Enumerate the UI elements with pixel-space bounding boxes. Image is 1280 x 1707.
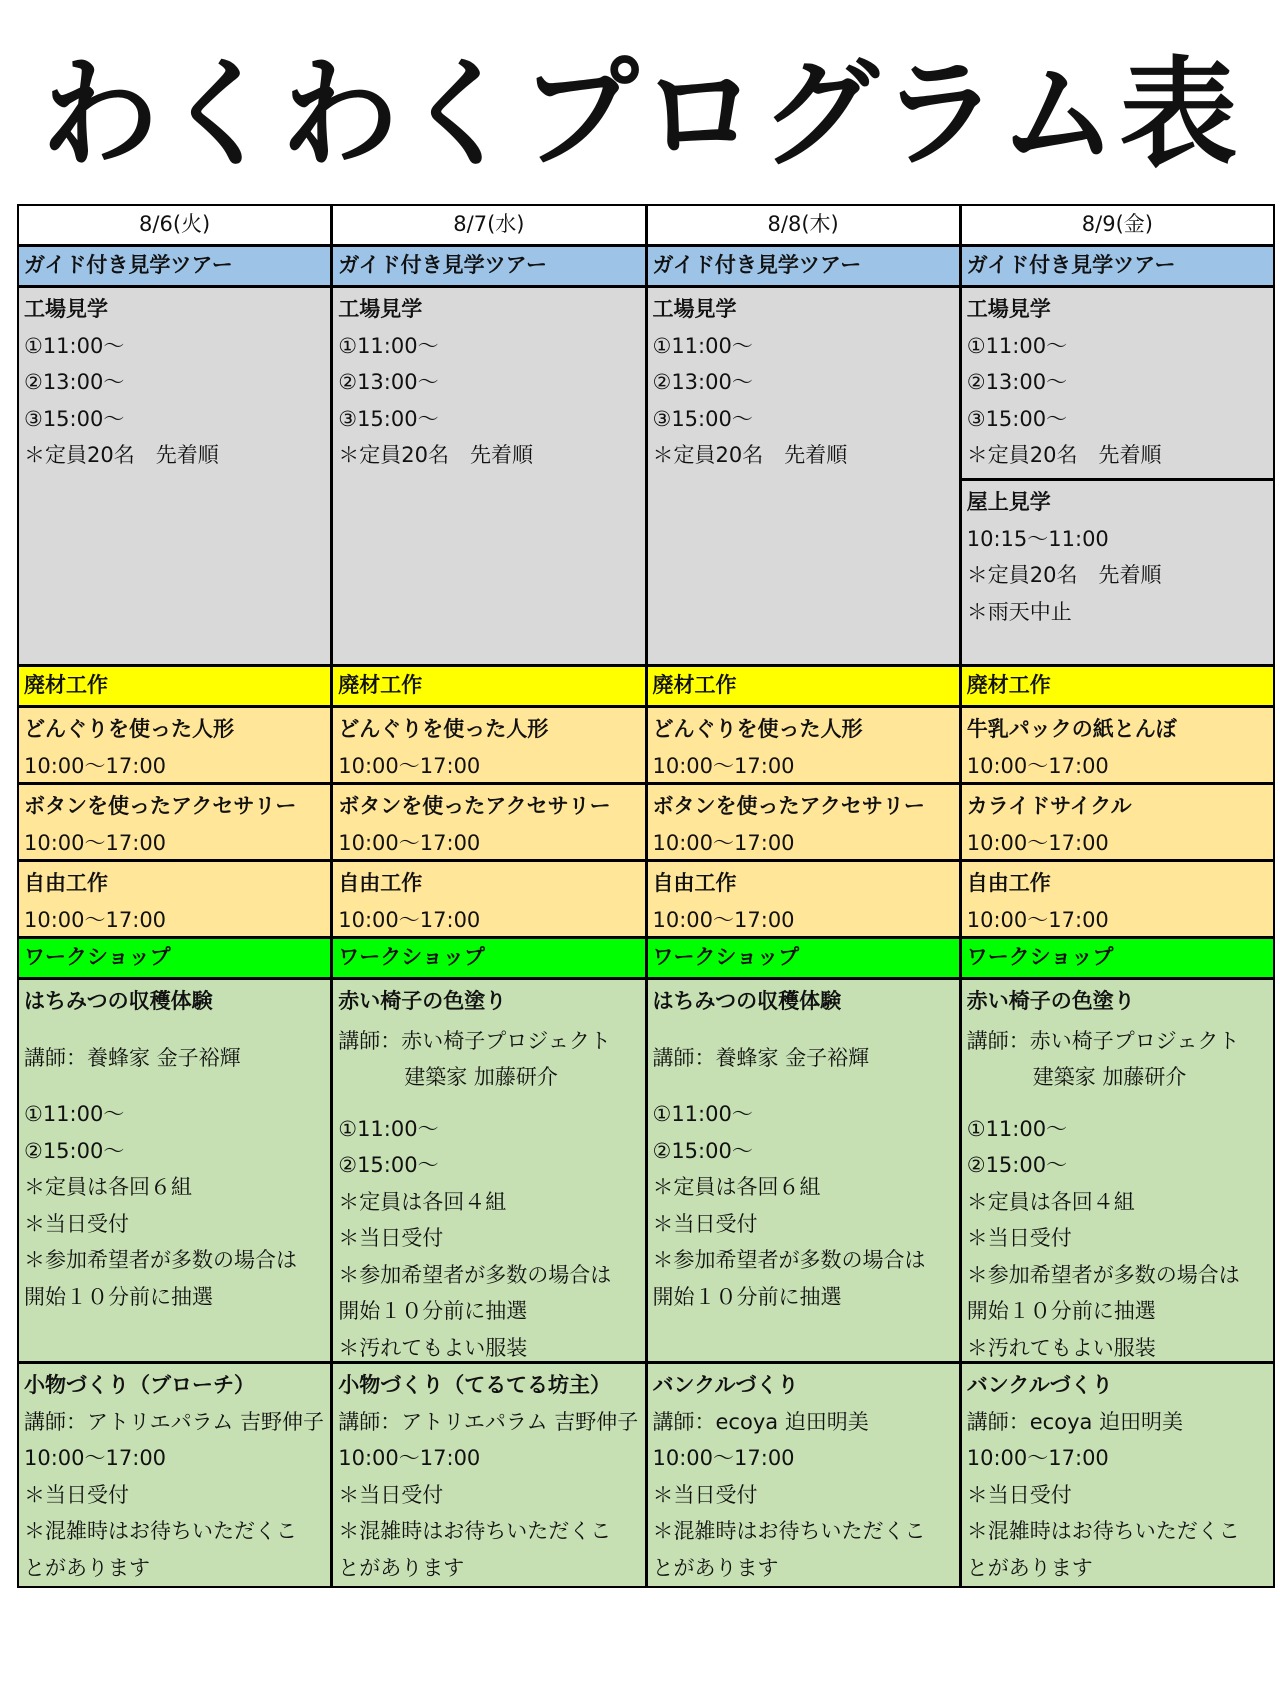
factory-tour-title: 工場見学 — [652, 297, 737, 321]
workshop-note: ＊混雑時はお待ちいただくこ — [24, 1519, 297, 1543]
section-header-craft: 廃材工作 — [648, 667, 959, 705]
section-header-tour: ガイド付き見学ツアー — [19, 247, 330, 285]
workshop-note: ＊定員は各回４組 — [338, 1189, 507, 1214]
tour-note: ＊定員20名 先着順 — [24, 443, 219, 467]
date-header: 8/6(火) — [19, 206, 330, 244]
factory-tour-title: 工場見学 — [24, 297, 108, 321]
workshop-lecturer: 講師：ecoya 迫田明美 — [966, 1409, 1184, 1434]
workshop-note: ＊当日受付 — [338, 1482, 444, 1507]
craft-time: 10:00〜17:00 — [24, 753, 167, 778]
workshop-time: ①11:00〜 — [652, 1102, 753, 1126]
workshop-lecturer: 建築家 加藤研介 — [1032, 1065, 1187, 1089]
tour-time: ①11:00〜 — [338, 333, 439, 358]
workshop-lecturer: 講師：赤い椅子プロジェクト — [338, 1028, 611, 1053]
workshop-title: バンクルづくり — [652, 1373, 799, 1397]
tour-time: ③15:00〜 — [966, 406, 1068, 431]
workshop-note: ＊参加希望者が多数の場合は — [24, 1248, 297, 1272]
workshop-cell — [962, 1364, 1273, 1586]
workshop-cell — [19, 1364, 330, 1586]
craft-time: 10:00〜17:00 — [966, 907, 1109, 932]
tour-time: 10:15〜11:00 — [966, 526, 1109, 551]
craft-title: 牛乳パックの紙とんぼ — [966, 717, 1177, 741]
workshop-note: ＊当日受付 — [24, 1482, 129, 1507]
workshop-cell — [962, 980, 1273, 1361]
factory-tour-cell — [19, 288, 330, 664]
workshop-note: ＊参加希望者が多数の場合は — [338, 1262, 612, 1287]
craft-item — [962, 785, 1273, 859]
craft-title: ボタンを使ったアクセサリー — [338, 794, 611, 818]
craft-time: 10:00〜17:00 — [24, 830, 167, 855]
workshop-note: 開始１０分前に抽選 — [338, 1299, 528, 1323]
tour-time: ②13:00〜 — [338, 370, 439, 394]
tour-time: ②13:00〜 — [966, 370, 1068, 394]
craft-time: 10:00〜17:00 — [652, 907, 795, 932]
workshop-cell — [333, 980, 644, 1361]
factory-tour-cell — [962, 288, 1273, 478]
craft-title: 自由工作 — [338, 871, 423, 895]
craft-title: ボタンを使ったアクセサリー — [652, 794, 925, 818]
workshop-title: 小物づくり（ブローチ） — [24, 1373, 255, 1397]
craft-title: 自由工作 — [24, 871, 108, 895]
rooftop-tour-cell — [962, 481, 1273, 664]
tour-time: ①11:00〜 — [24, 333, 125, 358]
workshop-time: ①11:00〜 — [966, 1116, 1068, 1141]
craft-item — [19, 708, 330, 782]
tour-time: ③15:00〜 — [24, 406, 125, 431]
tour-note: ＊定員20名 先着順 — [338, 443, 533, 467]
tour-time: ③15:00〜 — [652, 406, 753, 431]
tour-time: ②13:00〜 — [24, 370, 125, 394]
workshop-note: ＊混雑時はお待ちいただくこ — [966, 1519, 1240, 1543]
section-header-craft: 廃材工作 — [19, 667, 330, 705]
workshop-lecturer: 建築家 加藤研介 — [404, 1065, 558, 1089]
workshop-time: ①11:00〜 — [338, 1116, 439, 1141]
tour-note: ＊定員20名 先着順 — [966, 563, 1162, 587]
rooftop-tour-title: 屋上見学 — [966, 490, 1051, 514]
workshop-lecturer: 講師：アトリエパラム 吉野伸子 — [24, 1409, 325, 1434]
workshop-note: ＊当日受付 — [966, 1226, 1072, 1250]
workshop-time: 10:00〜17:00 — [338, 1446, 481, 1470]
workshop-lecturer: 講師：養蜂家 金子裕輝 — [24, 1045, 241, 1070]
workshop-cell — [19, 980, 330, 1361]
workshop-note: ＊当日受付 — [338, 1226, 444, 1250]
craft-title: どんぐりを使った人形 — [338, 717, 549, 741]
craft-item — [648, 708, 959, 782]
workshop-time: 10:00〜17:00 — [966, 1446, 1109, 1470]
workshop-note: ＊定員は各回６組 — [24, 1175, 192, 1199]
workshop-lecturer: 講師：養蜂家 金子裕輝 — [652, 1045, 870, 1070]
workshop-note: ＊当日受付 — [966, 1482, 1072, 1507]
workshop-note: ＊混雑時はお待ちいただくこ — [338, 1519, 612, 1543]
workshop-time: ②15:00〜 — [338, 1153, 439, 1177]
workshop-title: バンクルづくり — [966, 1373, 1113, 1397]
workshop-time: ①11:00〜 — [24, 1102, 125, 1126]
workshop-note: とがあります — [24, 1555, 150, 1580]
tour-time: ①11:00〜 — [652, 333, 753, 358]
workshop-lecturer: 講師：ecoya 迫田明美 — [652, 1409, 869, 1434]
workshop-note: 開始１０分前に抽選 — [24, 1284, 213, 1309]
workshop-note: とがあります — [338, 1555, 465, 1580]
tour-note: ＊定員20名 先着順 — [966, 443, 1162, 467]
craft-title: 自由工作 — [652, 871, 737, 895]
workshop-time: ②15:00〜 — [966, 1153, 1068, 1177]
section-header-tour: ガイド付き見学ツアー — [648, 247, 959, 285]
workshop-title: 赤い椅子の色塗り — [966, 989, 1135, 1013]
workshop-note: ＊定員は各回４組 — [966, 1189, 1135, 1214]
workshop-note: ＊汚れてもよい服装 — [338, 1335, 528, 1360]
section-header-workshop: ワークショップ — [333, 939, 644, 977]
tour-time: ②13:00〜 — [652, 370, 753, 394]
date-header: 8/9(金) — [962, 206, 1273, 244]
workshop-title: はちみつの収穫体験 — [652, 989, 842, 1013]
program-table — [17, 204, 1275, 1588]
workshop-note: とがあります — [966, 1555, 1093, 1580]
craft-title: ボタンを使ったアクセサリー — [24, 794, 297, 818]
craft-time: 10:00〜17:00 — [338, 907, 481, 932]
factory-tour-title: 工場見学 — [966, 297, 1051, 321]
workshop-note: ＊当日受付 — [652, 1211, 758, 1236]
craft-item — [19, 785, 330, 859]
tour-time: ③15:00〜 — [338, 406, 439, 431]
tour-time: ①11:00〜 — [966, 333, 1068, 358]
craft-time: 10:00〜17:00 — [966, 830, 1109, 855]
section-header-tour: ガイド付き見学ツアー — [962, 247, 1273, 285]
workshop-note: ＊混雑時はお待ちいただくこ — [652, 1519, 926, 1543]
factory-tour-cell — [333, 288, 644, 664]
craft-time: 10:00〜17:00 — [652, 830, 795, 855]
workshop-cell — [648, 1364, 959, 1586]
workshop-note: ＊参加希望者が多数の場合は — [966, 1262, 1240, 1287]
factory-tour-title: 工場見学 — [338, 297, 423, 321]
section-header-craft: 廃材工作 — [962, 667, 1273, 705]
craft-item — [19, 862, 330, 936]
workshop-title: はちみつの収穫体験 — [24, 989, 213, 1013]
section-header-workshop: ワークショップ — [19, 939, 330, 977]
workshop-note: ＊参加希望者が多数の場合は — [652, 1248, 926, 1272]
date-header: 8/7(水) — [333, 206, 644, 244]
craft-item — [648, 862, 959, 936]
workshop-cell — [648, 980, 959, 1361]
workshop-note: ＊汚れてもよい服装 — [966, 1335, 1156, 1360]
craft-item — [333, 785, 644, 859]
workshop-note: 開始１０分前に抽選 — [652, 1284, 842, 1309]
section-header-workshop: ワークショップ — [648, 939, 959, 977]
craft-time: 10:00〜17:00 — [652, 753, 795, 778]
workshop-note: 開始１０分前に抽選 — [966, 1299, 1156, 1323]
section-header-workshop: ワークショップ — [962, 939, 1273, 977]
craft-title: 自由工作 — [966, 871, 1051, 895]
factory-tour-cell — [648, 288, 959, 664]
workshop-time: 10:00〜17:00 — [24, 1446, 167, 1470]
workshop-cell — [333, 1364, 644, 1586]
workshop-time: ②15:00〜 — [652, 1138, 753, 1163]
tour-note: ＊雨天中止 — [966, 599, 1072, 624]
craft-time: 10:00〜17:00 — [338, 753, 481, 778]
workshop-lecturer: 講師：赤い椅子プロジェクト — [966, 1028, 1240, 1053]
craft-item — [962, 862, 1273, 936]
workshop-title: 小物づくり（てるてる坊主） — [338, 1373, 612, 1397]
craft-title: どんぐりを使った人形 — [24, 717, 234, 741]
workshop-lecturer: 講師：アトリエパラム 吉野伸子 — [338, 1409, 639, 1434]
workshop-time: 10:00〜17:00 — [652, 1446, 795, 1470]
workshop-note: ＊当日受付 — [24, 1211, 129, 1236]
craft-time: 10:00〜17:00 — [24, 907, 167, 932]
craft-title: どんぐりを使った人形 — [652, 717, 863, 741]
workshop-note: ＊定員は各回６組 — [652, 1175, 821, 1199]
craft-title: カライドサイクル — [966, 794, 1132, 818]
section-header-craft: 廃材工作 — [333, 667, 644, 705]
tour-note: ＊定員20名 先着順 — [652, 443, 848, 467]
workshop-note: とがあります — [652, 1555, 779, 1580]
craft-item — [333, 708, 644, 782]
craft-time: 10:00〜17:00 — [338, 830, 481, 855]
craft-time: 10:00〜17:00 — [966, 753, 1109, 778]
date-header: 8/8(木) — [648, 206, 959, 244]
craft-item — [333, 862, 644, 936]
workshop-title: 赤い椅子の色塗り — [338, 989, 507, 1013]
craft-item — [962, 708, 1273, 782]
workshop-note: ＊当日受付 — [652, 1482, 758, 1507]
page-title: わくわくプログラム表 — [40, 45, 1240, 183]
workshop-time: ②15:00〜 — [24, 1138, 125, 1163]
craft-item — [648, 785, 959, 859]
section-header-tour: ガイド付き見学ツアー — [333, 247, 644, 285]
